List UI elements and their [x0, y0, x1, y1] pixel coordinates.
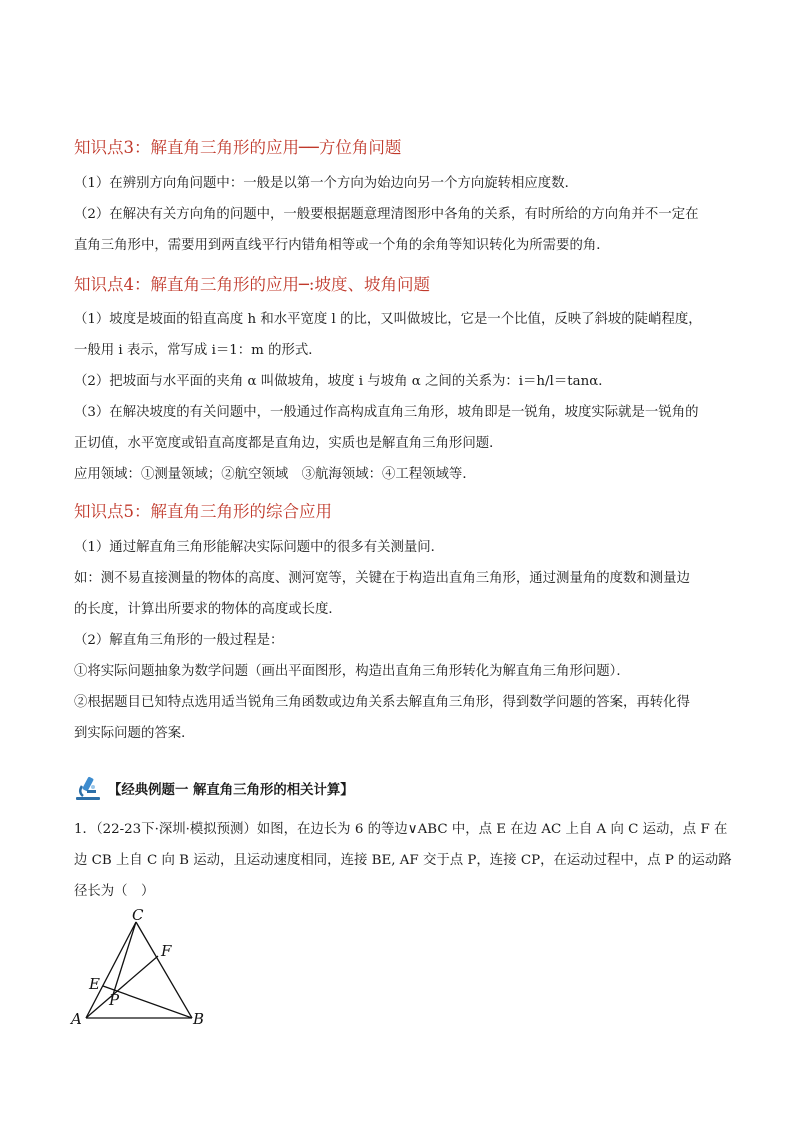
paragraph: 直角三角形中，需要用到两直线平行内错角相等或一个角的余角等知识转化为所需要的角．: [74, 238, 610, 253]
paragraph: （3）在解决坡度的有关问题中，一般通过作高构成直角三角形，坡角即是一锐角，坡度实际就是一锐角的: [74, 405, 699, 420]
paragraph: 的长度，计算出所要求的物体的高度或长度．: [74, 602, 342, 617]
label-a: A: [71, 1010, 82, 1028]
triangle-figure: [62, 904, 222, 1034]
example-banner-text: 【经典例题一 解直角三角形的相关计算】: [108, 781, 354, 798]
paragraph: （2）解直角三角形的一般过程是：: [74, 633, 284, 648]
paragraph: （1）坡度是坡面的铅直高度 h 和水平宽度 l 的比，又叫做坡比，它是一个比值，反映了斜坡的陡峭程度，: [74, 312, 702, 327]
paragraph: 正切值，水平宽度或铅直高度都是直角边，实质也是解直角三角形问题．: [74, 436, 503, 451]
label-b: B: [193, 1010, 205, 1028]
paragraph: ①将实际问题抽象为数学问题（画出平面图形，构造出直角三角形转化为解直角三角形问题）．: [74, 664, 630, 679]
paragraph: ②根据题目已知特点选用适当锐角三角函数或边角关系去解直角三角形，得到数学问题的答案，再转化得: [74, 695, 690, 710]
paragraph: 应用领域：①测量领域；②航空领域 ③航海领域：④工程领域等．: [74, 467, 476, 482]
side-cb: [136, 922, 192, 1018]
paragraph: （1）通过解直角三角形能解决实际问题中的很多有关测量问．: [74, 540, 445, 555]
paragraph: （2）把坡面与水平面的夹角 α 叫做坡角，坡度 i 与坡角 α 之间的关系为：i＝h/l＝tanα．: [74, 374, 612, 389]
example-banner: [74, 775, 354, 801]
section-heading-3: 知识点3：解直角三角形的应用──方位角问题: [74, 138, 402, 157]
paragraph: （2）在解决有关方向角的问题中，一般要根据题意理清图形中各角的关系，有时所给的方向角并不一定在: [74, 207, 699, 222]
problem-line: 边 CB 上自 C 向 B 运动，且运动速度相同，连接 BE, AF 交于点 P，连接 CP，在运动过程中，点 P 的运动路: [74, 853, 732, 868]
problem-line: 径长为（ ）: [74, 884, 155, 899]
section-heading-5: 知识点5：解直角三角形的综合应用: [74, 502, 332, 521]
label-f: F: [161, 942, 172, 960]
problem-line: 1．（22-23下·深圳·模拟预测）如图，在边长为 6 的等边∨ABC 中，点 E 在边 AC 上自 A 向 C 运动，点 F 在: [74, 822, 728, 837]
label-e: E: [89, 975, 100, 993]
section-heading-4: 知识点4：解直角三角形的应用─:坡度、坡角问题: [74, 275, 430, 294]
paragraph: 一般用 i 表示，常写成 i＝1：m 的形式．: [74, 343, 322, 358]
microscope-icon: [74, 775, 102, 801]
label-c: C: [132, 906, 144, 924]
paragraph: （1）在辨别方向角问题中：一般是以第一个方向为始边向另一个方向旋转相应度数．: [74, 176, 578, 191]
label-p: P: [109, 991, 120, 1009]
paragraph: 到实际问题的答案．: [74, 726, 195, 741]
paragraph: 如：测不易直接测量的物体的高度、测河宽等，关键在于构造出直角三角形，通过测量角的度数和测量边: [74, 571, 690, 586]
